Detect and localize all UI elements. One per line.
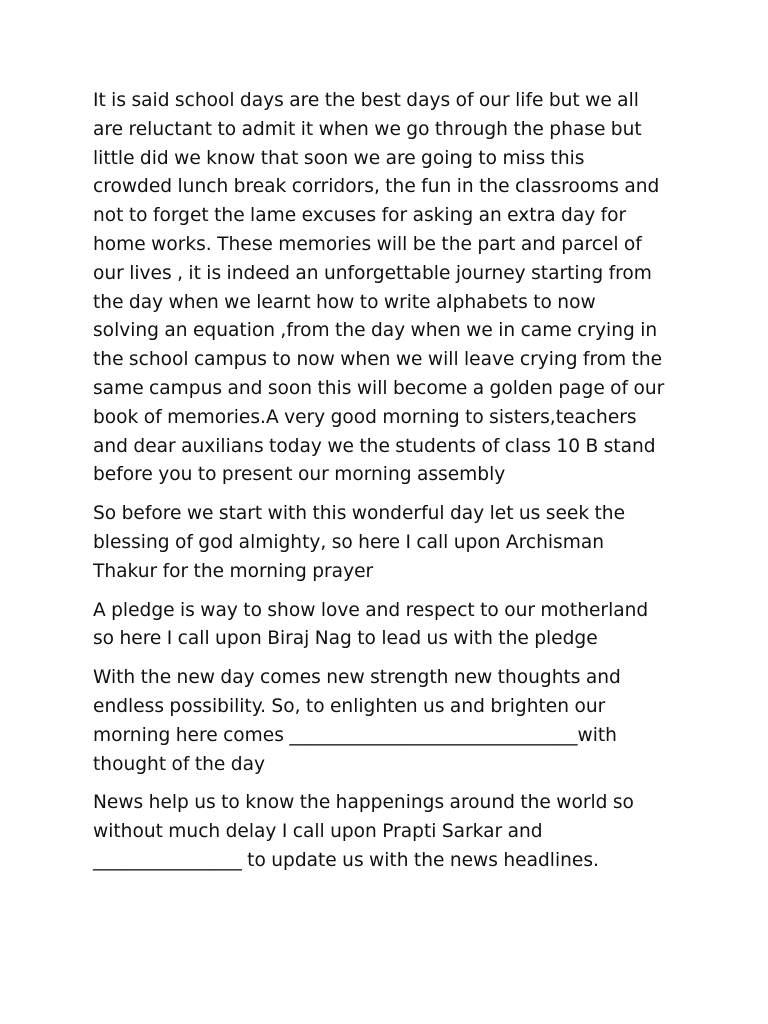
paragraph-pledge: A pledge is way to show love and respect to our motherland so here I call upon Biraj Nag to lead us with the pledge <box>93 599 649 650</box>
document-body <box>93 87 678 886</box>
paragraph-intro: It is said school days are the best days of our life but we all are reluctant to admit it when we go through the phase but little did we know that soon we are going to miss this crowded lunch break corridors, the fun in the classrooms and not to forget the lame excuses for asking an extra day for home works. These memories will be the part and parcel of our lives , it is indeed an unforgettable journey starting from the day when we learnt how to write alphabets to now solving an equation ,from the day when we in came crying in the school campus to now when we will leave crying from the same campus and soon this will become a golden page of our book of memories.A very good morning to sisters,teachers and dear auxilians today we the students of class 10 B stand before you to present our morning assembly <box>93 90 665 486</box>
paragraph-news: News help us to know the happenings around the world so without much delay I call upon Prapti Sarkar and ________________ to update us with the news headlines. <box>93 792 634 871</box>
paragraph-prayer: So before we start with this wonderful day let us seek the blessing of god almighty, so here I call upon Archisman Thakur for the morning prayer <box>93 503 626 582</box>
paragraph-thought-of-the-day: With the new day comes new strength new thoughts and endless possibility. So, to enlighten us and brighten our morning here comes _______________________________with thought of the day <box>93 667 621 775</box>
